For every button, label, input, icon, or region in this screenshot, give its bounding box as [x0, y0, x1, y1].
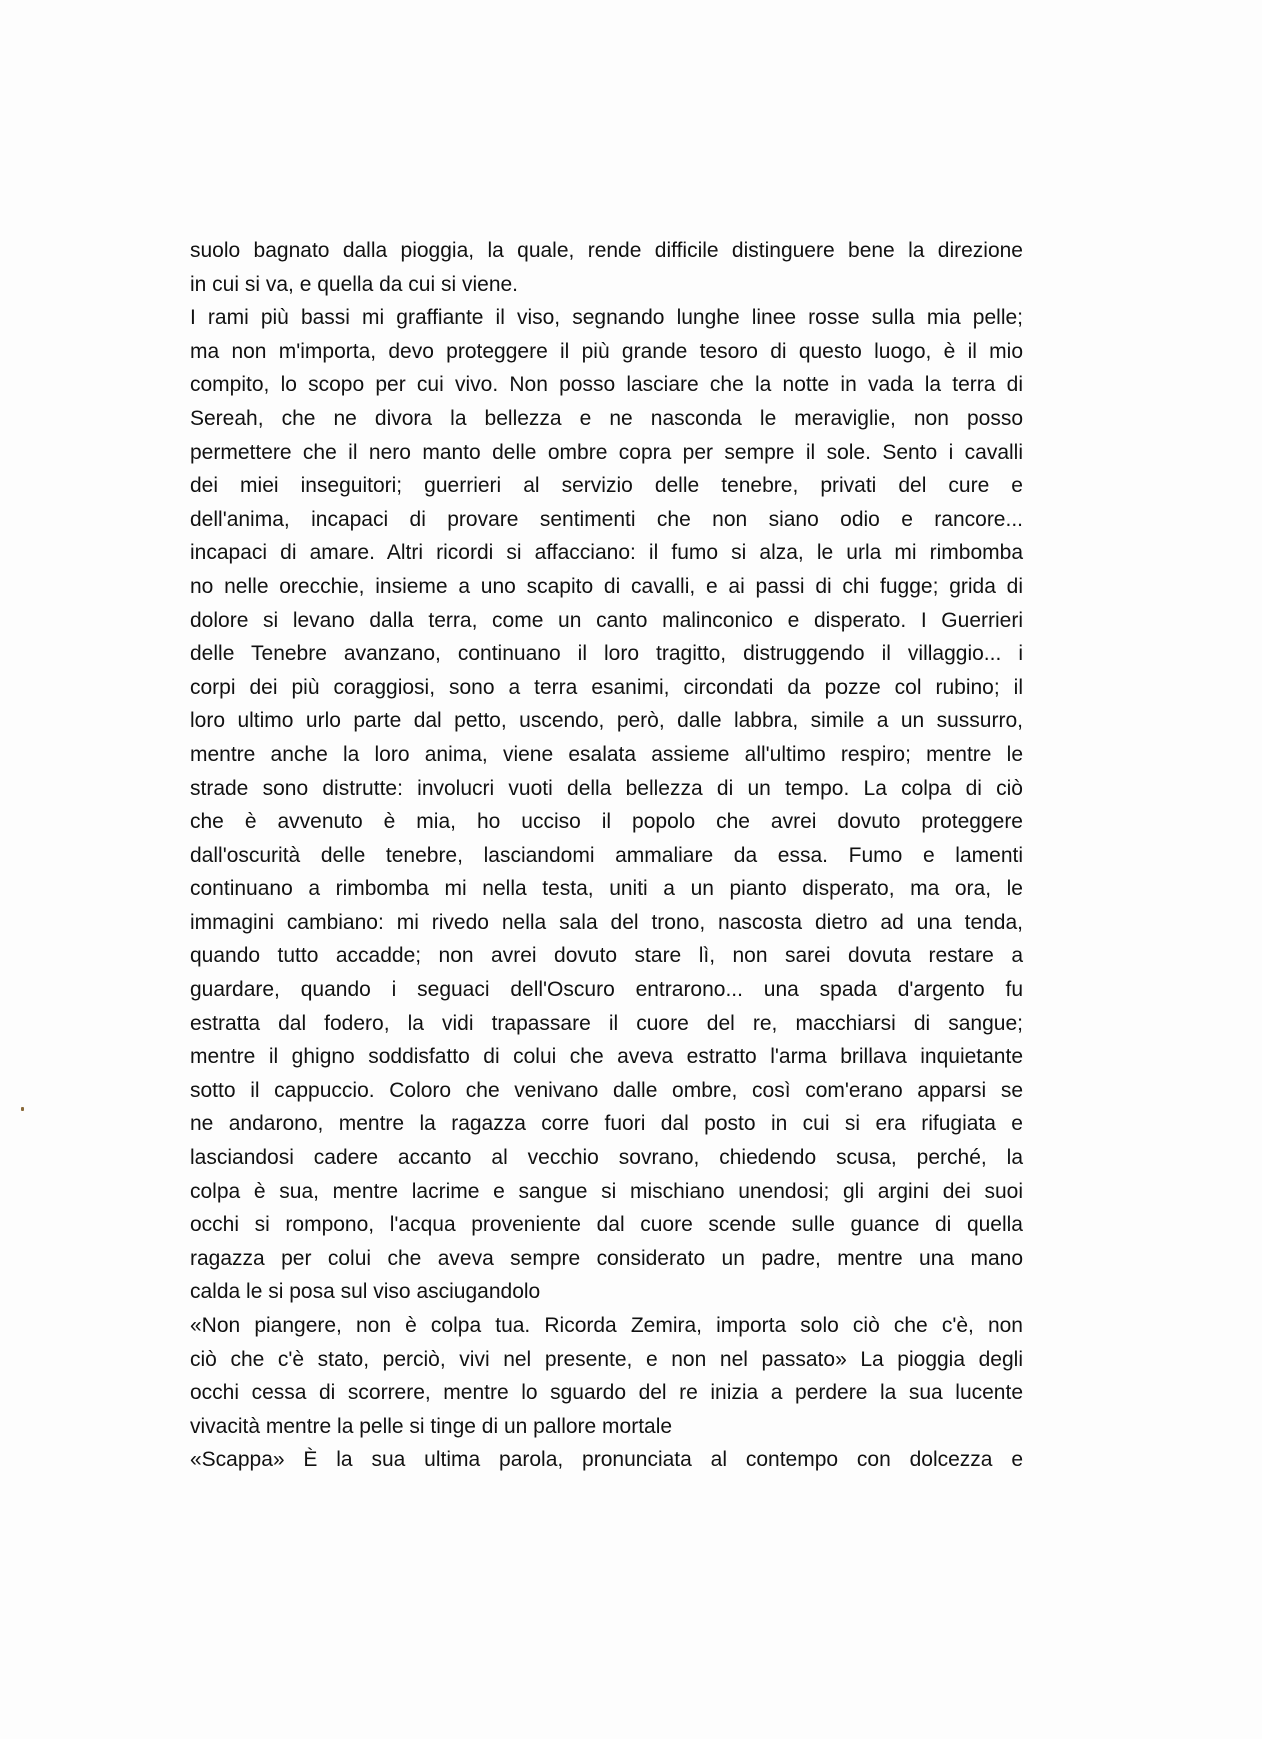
text-line: «Non piangere, non è colpa tua. Ricorda Zemira, importa solo ciò che c'è, non: [190, 1314, 1023, 1337]
text-line: no nelle orecchie, insieme a uno scapito di cavalli, e ai passi di chi fugge; grida di: [190, 574, 1023, 598]
text-line: vivacità mentre la pelle si tinge di un pallore mortale: [190, 1414, 673, 1438]
body-text: [190, 234, 1023, 1477]
text-line: mentre anche la loro anima, viene esalata assieme all'ultimo respiro; mentre le: [190, 742, 1023, 766]
text-line: corpi dei più coraggiosi, sono a terra esanimi, circondati da pozze col rubino; il: [190, 675, 1023, 699]
text-line: «Scappa» È la sua ultima parola, pronunciata al contempo con dolcezza e: [190, 1448, 1023, 1472]
text-line: quando tutto accadde; non avrei dovuto stare lì, non sarei dovuta restare a: [190, 944, 1023, 968]
text-line: dall'oscurità delle tenebre, lasciandomi ammaliare da essa. Fumo e lamenti: [190, 843, 1023, 867]
text-line: calda le si posa sul viso asciugandolo: [190, 1280, 541, 1304]
text-line: dell'anima, incapaci di provare sentimenti che non siano odio e rancore...: [190, 507, 1023, 531]
text-line: che è avvenuto è mia, ho ucciso il popolo che avrei dovuto proteggere: [190, 810, 1023, 834]
text-line: ciò che c'è stato, perciò, vivi nel presente, e non nel passato» La pioggia degli: [190, 1347, 1023, 1371]
text-line: ragazza per colui che aveva sempre considerato un padre, mentre una mano: [190, 1246, 1023, 1270]
text-line: occhi si rompono, l'acqua proveniente dal cuore scende sulle guance di quella: [190, 1213, 1023, 1237]
text-line: estratta dal fodero, la vidi trapassare il cuore del re, macchiarsi di sangue;: [190, 1011, 1023, 1035]
text-line: in cui si va, e quella da cui si viene.: [190, 272, 519, 296]
text-line: Sereah, che ne divora la bellezza e ne nasconda le meraviglie, non posso: [190, 406, 1023, 430]
text-line: incapaci di amare. Altri ricordi si affacciano: il fumo si alza, le urla mi rimbomba: [190, 541, 1023, 565]
text-line: colpa è sua, mentre lacrime e sangue si mischiano unendosi; gli argini dei suoi: [190, 1179, 1023, 1203]
text-line: continuano a rimbomba mi nella testa, uniti a un pianto disperato, ma ora, le: [190, 877, 1023, 901]
text-line: occhi cessa di scorrere, mentre lo sguardo del re inizia a perdere la sua lucente: [190, 1381, 1023, 1405]
text-line: I rami più bassi mi graffiante il viso, segnando lunghe linee rosse sulla mia pelle;: [190, 306, 1023, 330]
text-line: sotto il cappuccio. Coloro che venivano dalle ombre, così com'erano apparsi se: [190, 1078, 1023, 1102]
text-line: compito, lo scopo per cui vivo. Non posso lasciare che la notte in vada la terra di: [190, 373, 1023, 397]
text-line: dei miei inseguitori; guerrieri al servizio delle tenebre, privati del cure e: [190, 474, 1023, 498]
text-line: permettere che il nero manto delle ombre copra per sempre il sole. Sento i cavalli: [190, 440, 1023, 464]
text-line: ne andarono, mentre la ragazza corre fuori dal posto in cui si era rifugiata e: [190, 1112, 1023, 1136]
text-line: suolo bagnato dalla pioggia, la quale, rende difficile distinguere bene la direzione: [190, 239, 1023, 262]
text-line: immagini cambiano: mi rivedo nella sala del trono, nascosta dietro ad una tenda,: [190, 910, 1023, 934]
text-line: guardare, quando i seguaci dell'Oscuro entrarono... una spada d'argento fu: [190, 978, 1023, 1002]
text-line: loro ultimo urlo parte dal petto, uscendo, però, dalle labbra, simile a un sussurro,: [190, 709, 1023, 733]
text-line: ma non m'importa, devo proteggere il più grande tesoro di questo luogo, è il mio: [190, 339, 1023, 363]
text-line: lasciandosi cadere accanto al vecchio sovrano, chiedendo scusa, perché, la: [190, 1146, 1023, 1170]
text-line: strade sono distrutte: involucri vuoti della bellezza di un tempo. La colpa di ciò: [190, 776, 1023, 800]
text-line: delle Tenebre avanzano, continuano il loro tragitto, distruggendo il villaggio... i: [190, 642, 1023, 666]
text-line: dolore si levano dalla terra, come un canto malinconico e disperato. I Guerrieri: [190, 608, 1023, 632]
text-line: mentre il ghigno soddisfatto di colui che aveva estratto l'arma brillava inquietante: [190, 1045, 1023, 1069]
scan-speck: [21, 1107, 24, 1111]
